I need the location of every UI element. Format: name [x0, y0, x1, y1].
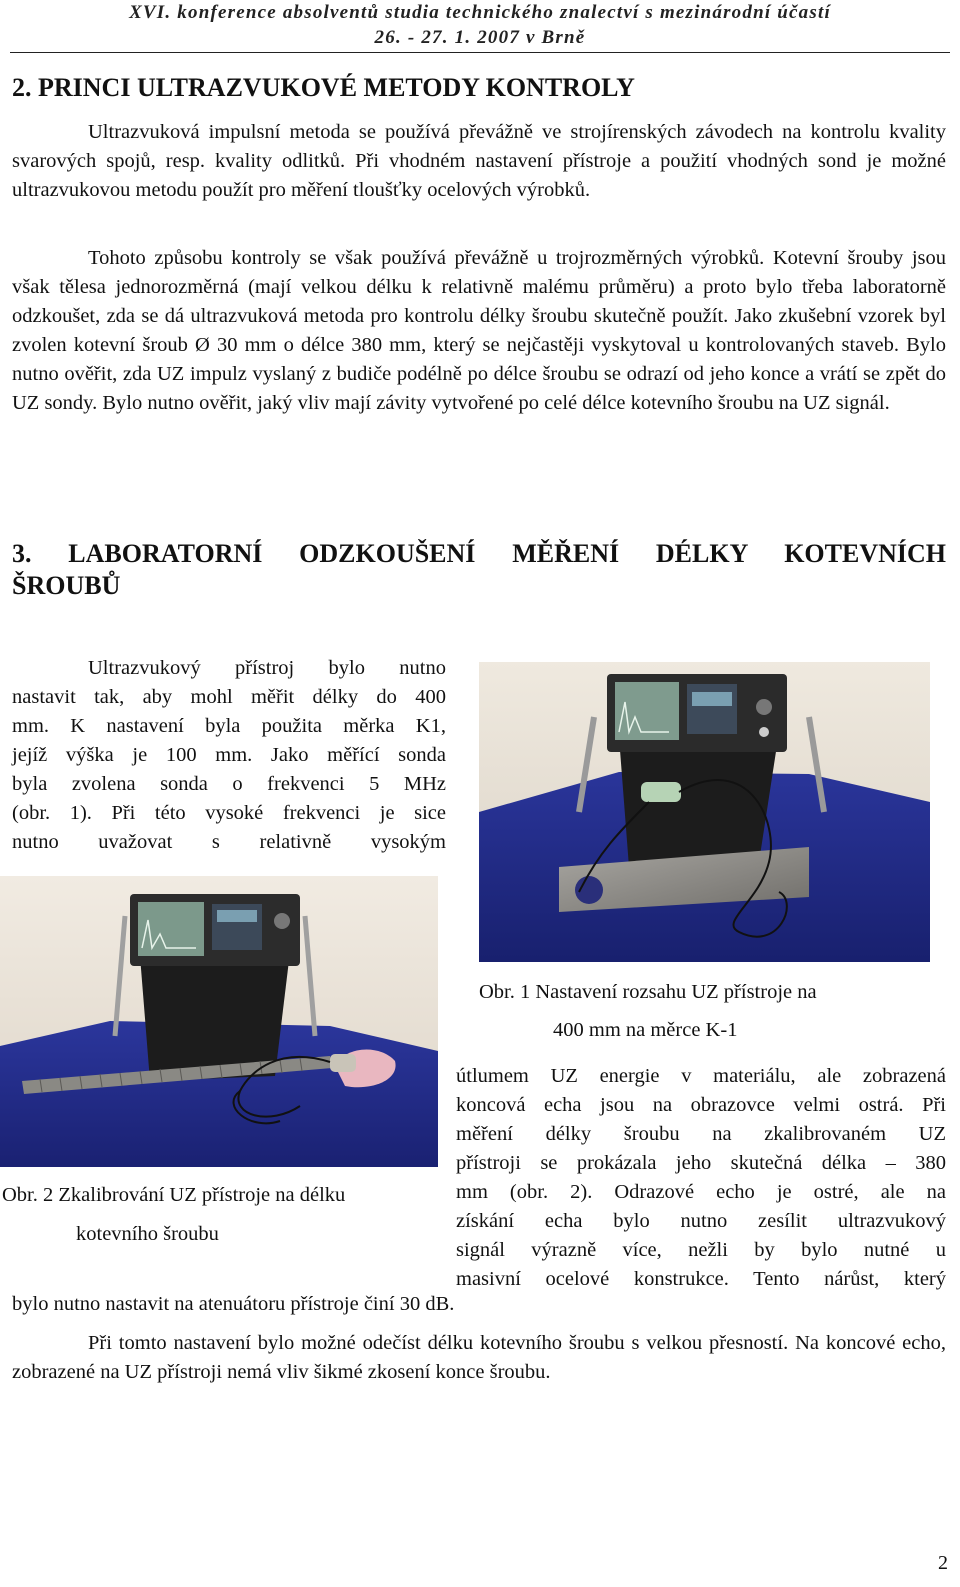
text-line: mm (obr. 2). Odrazové echo je ostré, ale na [456, 1181, 946, 1203]
section-3-right-column [456, 1062, 946, 1294]
text-line: nutno uvažovat s relativně vysokým [12, 831, 446, 853]
section-3-paragraph-2 [12, 1329, 946, 1387]
text-line: masivní ocelové konstrukce. Tento nárůst, který [456, 1268, 946, 1290]
section-2-paragraph-2-text: Tohoto způsobu kontroly se však používá převážně u trojrozměrných výrobků. Kotevní šrouby jsou však tělesa jednorozměrná (mají velkou délku k relativně malému průměru) a proto bylo třeba laboratorně odzkoušet, zda se dá ultrazvuková metoda pro kontrolu délky šroubu skutečně použít. Jako zkušební vzorek byl zvolen kotevní šroub Ø 30 mm o délce 380 mm, který se nejčastěji vyskytoval u kontrolovaných staveb. Bylo nutno ověřit, zda UZ impulz vyslaný z budiče podélně po délce šroubu se odrazí od jeho konce a vrátí se zpět do UZ sondy. Bylo nutno ověřit, jaký vliv mají závity vytvořené po celé délce kotevního šroubu na UZ signál. [12, 247, 946, 414]
section-3-heading-line-2: ŠROUBŮ [12, 571, 121, 600]
text-line: útlumem UZ energie v materiálu, ale zobrazená [456, 1065, 946, 1087]
figure-2-caption-line-2: kotevního šroubu [76, 1223, 219, 1245]
section-3-left-column [12, 654, 446, 857]
text-line: byla zvolena sonda o frekvenci 5 MHz [12, 773, 446, 795]
section-2-heading: 2. PRINCI ULTRAZVUKOVÉ METODY KONTROLY [12, 73, 635, 102]
section-2-paragraph-1 [12, 118, 946, 205]
text-line: přístroji se prokázala jeho skutečná délka – 380 [456, 1152, 946, 1174]
text-line: získání echa bylo nutno zesílit ultrazvukový [456, 1210, 946, 1232]
page-number: 2 [938, 1552, 948, 1574]
text-line: signál výrazně více, nežli by bylo nutné u [456, 1239, 946, 1261]
header-line-1: XVI. konference absolventů studia technického znalectví s mezinárodní účastí [129, 2, 831, 23]
conference-header [0, 0, 960, 50]
text-line: měření délky šroubu na zkalibrovaném UZ [456, 1123, 946, 1145]
header-line-2: 26. - 27. 1. 2007 v Brně [374, 27, 586, 48]
section-3-paragraph-2-text: Při tomto nastavení bylo možné odečíst délku kotevního šroubu s velkou přesností. Na koncové echo, zobrazené na UZ přístroji nemá vliv šikmé zkosení konce šroubu. [12, 1332, 946, 1383]
figure-1-photo [479, 662, 930, 962]
section-3-paragraph-1-end: bylo nutno nastavit na atenuátoru přístroje činí 30 dB. [12, 1293, 455, 1315]
figure-1-caption-line-1: Obr. 1 Nastavení rozsahu UZ přístroje na [479, 981, 817, 1003]
text-line: koncová echa jsou na obrazovce velmi ostrá. Při [456, 1094, 946, 1116]
text-line: (obr. 1). Při této vysoké frekvenci je sice [12, 802, 446, 824]
section-2-paragraph-2 [12, 244, 946, 418]
text-line: mm. K nastavení byla použita měrka K1, [12, 715, 446, 737]
figure-2-caption-line-1: Obr. 2 Zkalibrování UZ přístroje na délku [2, 1184, 346, 1206]
text-line: nastavit tak, aby mohl měřit délky do 400 [12, 686, 446, 708]
text-line: Ultrazvukový přístroj bylo nutno [88, 657, 446, 679]
text-line: jejíž výška je 100 mm. Jako měřící sonda [12, 744, 446, 766]
figure-1-caption-line-2: 400 mm na měrce K-1 [553, 1019, 738, 1041]
section-3-heading-line-1: 3. LABORATORNÍ ODZKOUŠENÍ MĚŘENÍ DÉLKY KOTEVNÍCH [12, 539, 946, 568]
section-2-paragraph-1-text: Ultrazvuková impulsní metoda se používá převážně ve strojírenských závodech na kontrolu kvality svarových spojů, resp. kvality odlitků. Při vhodném nastavení přístroje a použití vhodných sond je možné ultrazvukovou metodu použít pro měření tloušťky ocelových výrobků. [12, 121, 946, 201]
header-rule [10, 52, 950, 53]
figure-2-photo [0, 876, 438, 1167]
